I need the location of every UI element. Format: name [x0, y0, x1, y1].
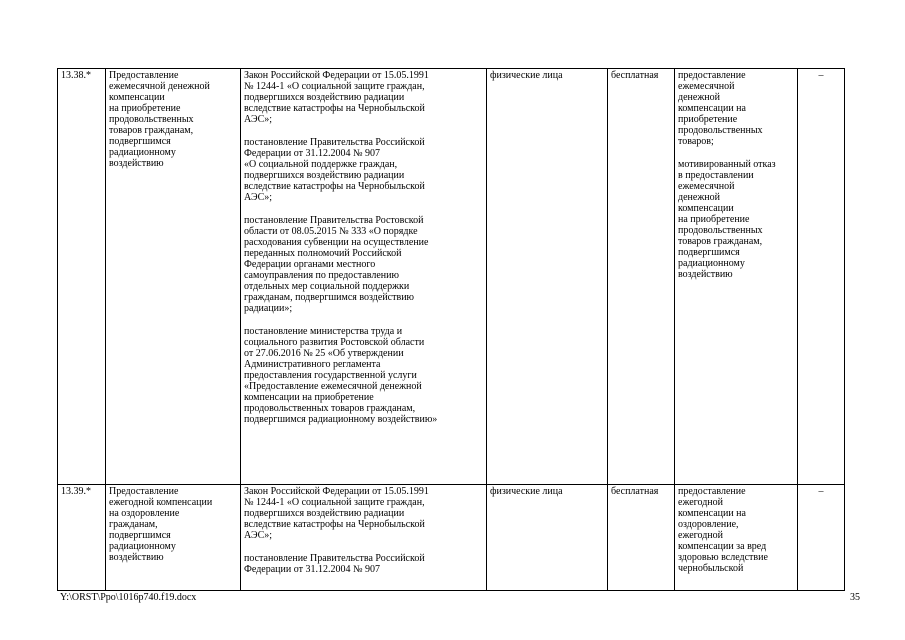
footer-page-number: 35	[850, 592, 860, 603]
table-row	[58, 485, 845, 591]
recipients: физические лица	[487, 485, 608, 591]
payment-type: бесплатная	[608, 69, 675, 485]
service-result	[675, 69, 798, 485]
service-name: Предоставление ежегодной компенсации на оздоровление гражданам, подвергшимся радиационному воздействию	[106, 485, 241, 591]
row-number: 13.38.*	[58, 69, 106, 485]
recipients: физические лица	[487, 69, 608, 485]
legal-basis-item: постановление Правительства Российской Федерации от 31.12.2004 № 907 «О социальной поддержке граждан, подвергшихся воздействию радиации вследствие катастрофы на Чернобыльской АЭС»;	[244, 137, 425, 203]
legal-basis-item: постановление Правительства Ростовской области от 08.05.2015 № 333 «О порядке расходования субвенции на осуществление переданных полномочий Российской Федерации органами местного самоуправления по предоставлению отдельных мер социальной поддержки гражданам, подвергшимся воздействию радиации»;	[244, 215, 429, 314]
note: –	[798, 69, 845, 485]
legal-basis-item: Закон Российской Федерации от 15.05.1991 № 1244-1 «О социальной защите граждан, подвергшихся воздействию радиации вследствие катастрофы на Чернобыльской АЭС»;	[244, 486, 429, 541]
legal-basis-item: Закон Российской Федерации от 15.05.1991 № 1244-1 «О социальной защите граждан, подвергшихся воздействию радиации вследствие катастрофы на Чернобыльской АЭС»;	[244, 70, 429, 125]
row-number: 13.39.*	[58, 485, 106, 591]
legal-basis	[241, 485, 487, 591]
note: –	[798, 485, 845, 591]
legal-basis-item: постановление министерства труда и социального развития Ростовской области от 27.06.2016 № 25 «Об утверждении Административного регламента предоставления государственной услуги «Предоставление ежемесячной денежной компенсации на приобретение продовольственных товаров гражданам, подвергшимся радиационному воздействию»	[244, 326, 438, 425]
result-item: предоставление ежемесячной денежной компенсации на приобретение продовольственных товаров;	[678, 70, 763, 147]
result-item: мотивированный отказ в предоставлении ежемесячной денежной компенсации на приобретение продовольственных товаров гражданам, подвергшимся радиационному воздействию	[678, 159, 776, 280]
services-table	[57, 68, 845, 591]
legal-basis-item: постановление Правительства Российской Федерации от 31.12.2004 № 907	[244, 553, 425, 575]
legal-basis	[241, 69, 487, 485]
service-result	[675, 485, 798, 591]
service-name: Предоставление ежемесячной денежной компенсации на приобретение продовольственных товаров гражданам, подвергшимся радиационному воздействию	[106, 69, 241, 485]
result-item: предоставление ежегодной компенсации на оздоровление, ежегодной компенсации за вред здоровью вследствие чернобыльской	[678, 486, 768, 574]
table-row	[58, 69, 845, 485]
payment-type: бесплатная	[608, 485, 675, 591]
footer-file-path: Y:\ORST\Ppo\1016p740.f19.docx	[60, 592, 197, 603]
